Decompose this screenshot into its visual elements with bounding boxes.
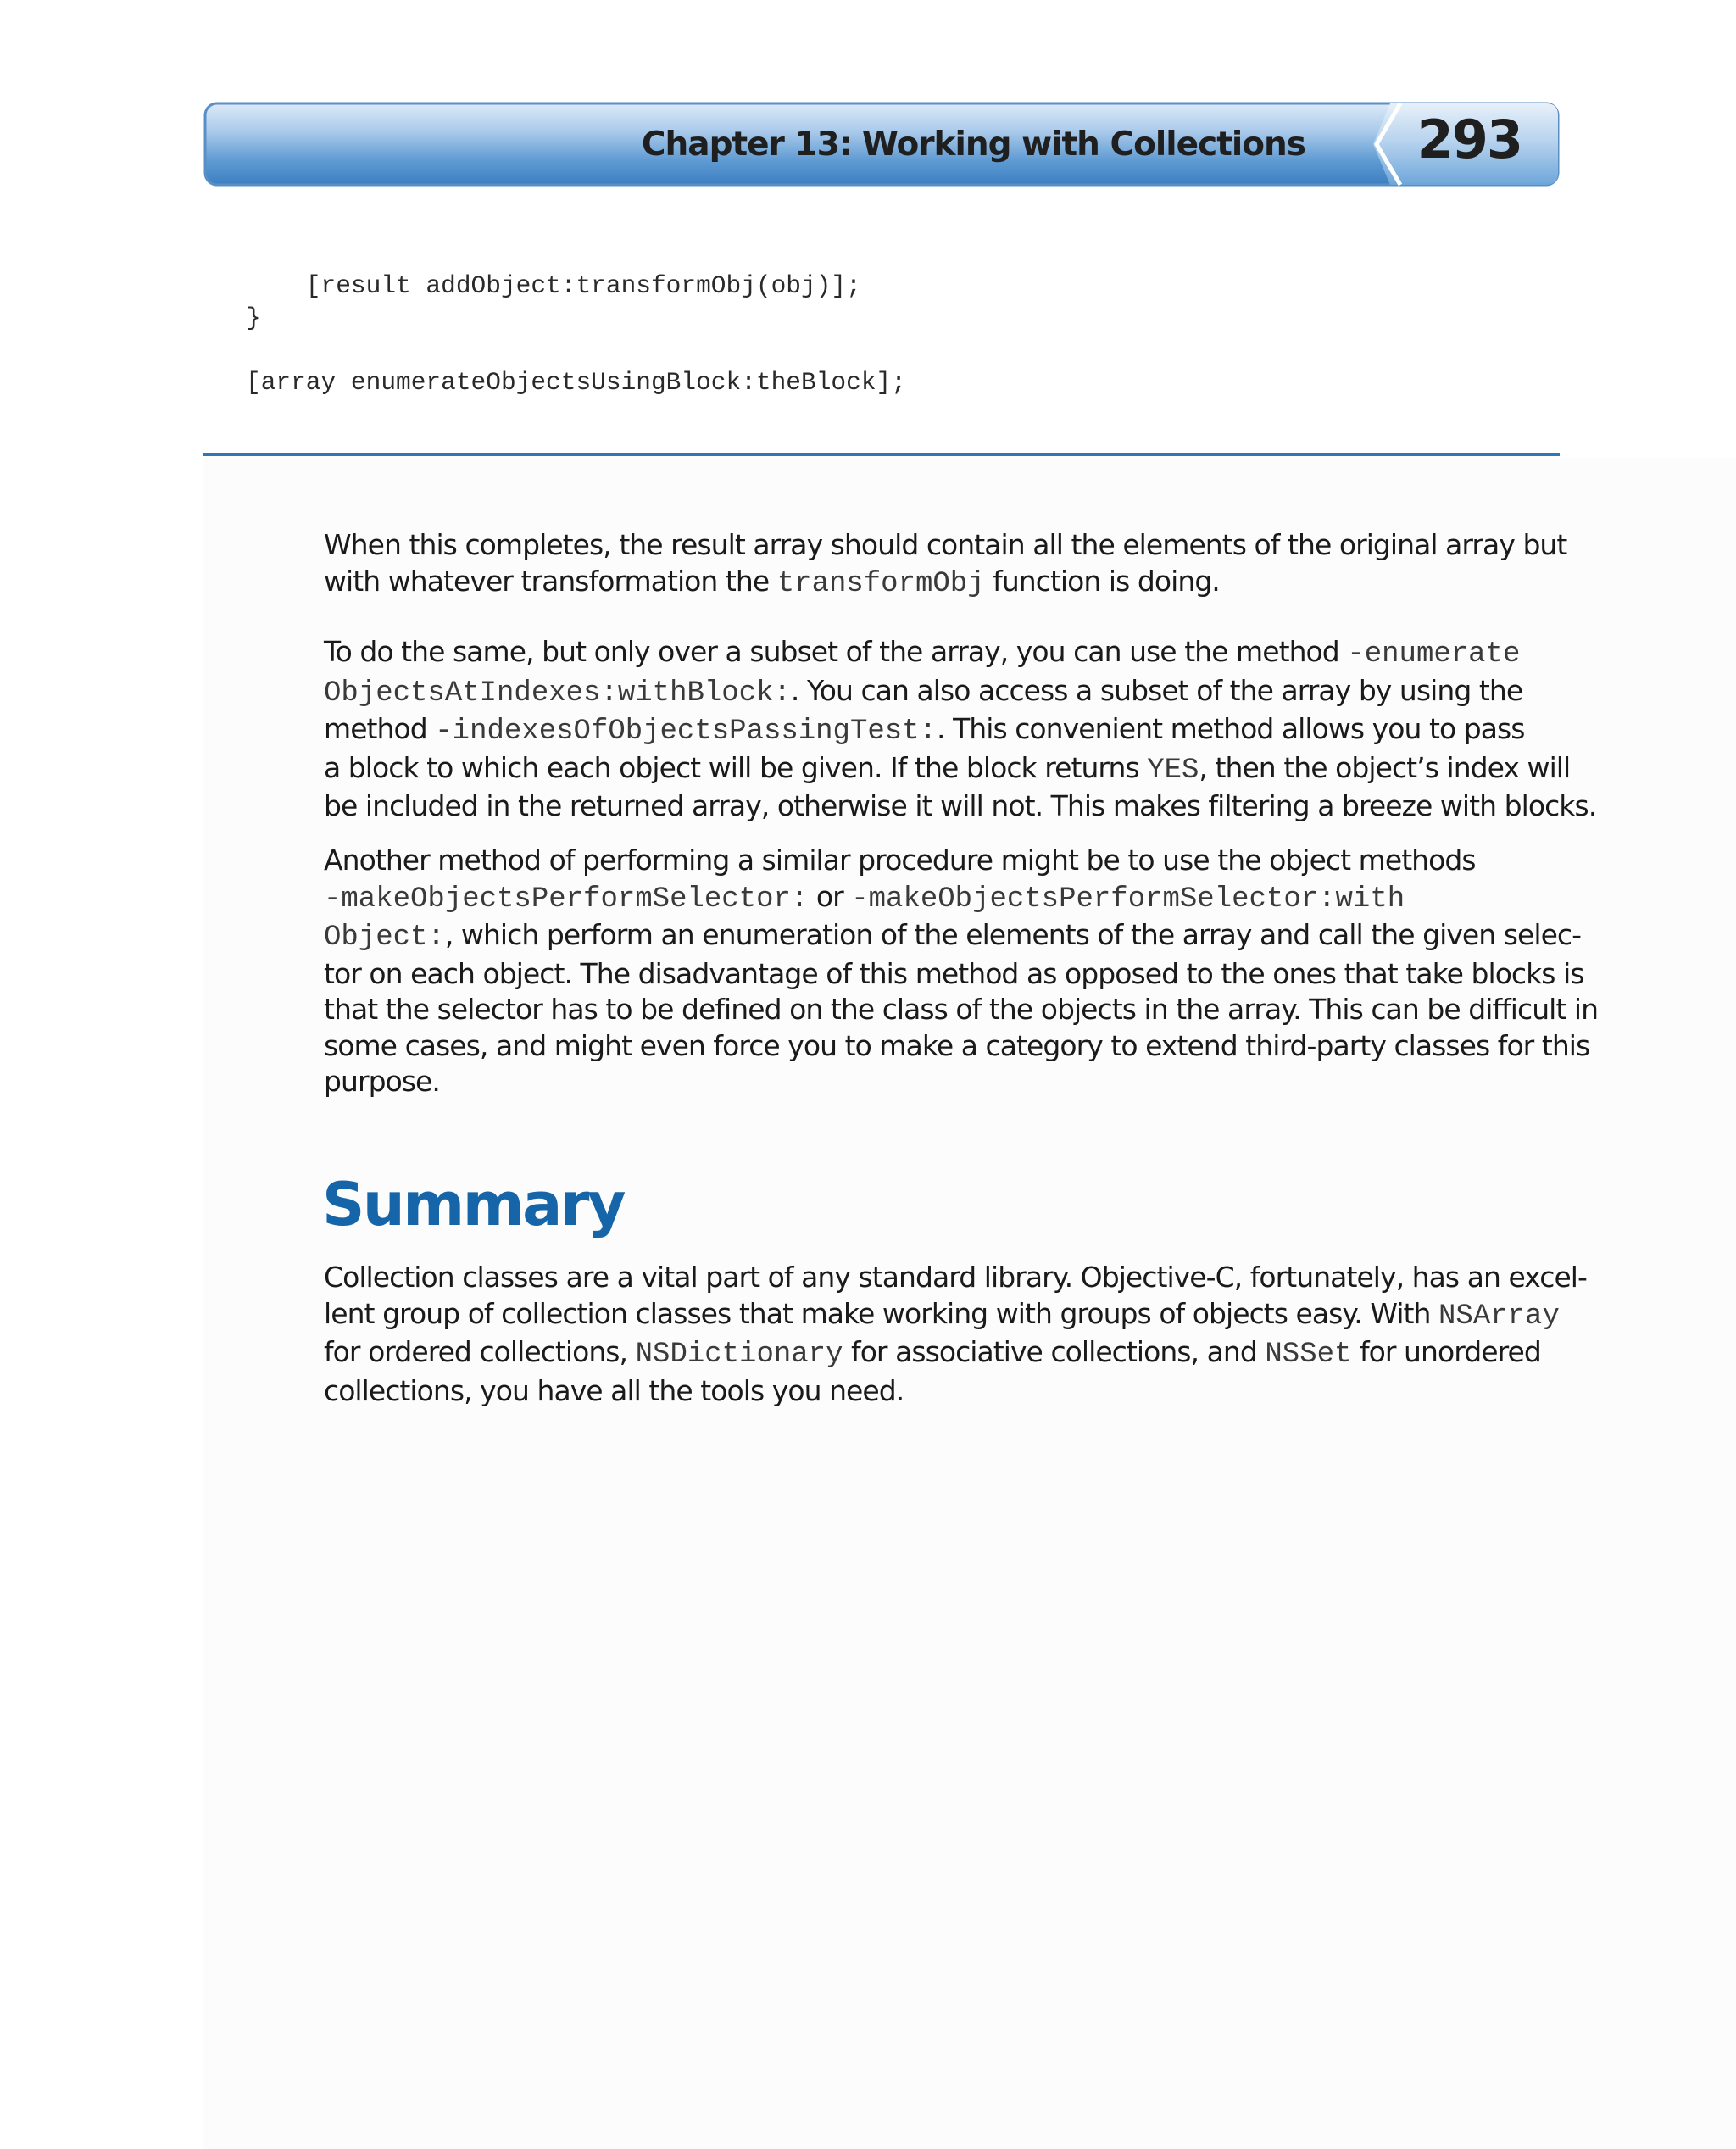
text-line bbox=[324, 1373, 1561, 1410]
text-line bbox=[324, 1296, 1561, 1335]
text-run: . You can also access a subset of the array by using the bbox=[790, 673, 1523, 707]
inline-code: YES bbox=[1147, 754, 1199, 787]
text-line bbox=[324, 992, 1599, 1028]
text-run: a block to which each object will be given. If the block returns bbox=[324, 750, 1148, 784]
text-run: collections, you have all the tools you need. bbox=[324, 1373, 904, 1407]
chapter-header-banner bbox=[203, 102, 1560, 187]
text-line bbox=[324, 788, 1597, 825]
text-run: . This convenient method allows you to pass bbox=[936, 712, 1525, 745]
text-line bbox=[324, 1064, 1561, 1100]
text-line bbox=[324, 917, 1582, 956]
text-run: some cases, and might even force you to make a category to extend third-party classes for this bbox=[324, 1028, 1590, 1062]
text-run: , which perform an enumeration of the elements of the array and call the given selec- bbox=[444, 918, 1582, 951]
text-run: function is doing. bbox=[984, 564, 1220, 598]
text-run: purpose. bbox=[324, 1065, 440, 1098]
code-line: [array enumerateObjectsUsingBlock:theBlock]; bbox=[246, 368, 906, 397]
text-line bbox=[324, 956, 1584, 993]
paragraph-perform-selector bbox=[324, 843, 1599, 1100]
text-run: method bbox=[324, 712, 436, 745]
text-line bbox=[324, 564, 1561, 603]
chapter-title: Chapter 13: Working with Collections bbox=[641, 125, 1305, 164]
paragraph-subset-methods bbox=[324, 634, 1597, 825]
text-line bbox=[324, 1260, 1587, 1296]
inline-code: -makeObjectsPerformSelector:with bbox=[851, 882, 1405, 916]
text-run: be included in the returned array, otherwise it will not. This makes filtering a breeze with blocks. bbox=[324, 789, 1597, 822]
text-run: that the selector has to be defined on the class of the objects in the array. This can be difficult in bbox=[324, 993, 1599, 1026]
text-line bbox=[324, 1028, 1590, 1065]
text-line bbox=[324, 527, 1567, 564]
text-run: Another method of performing a similar procedure might be to use the object methods bbox=[324, 843, 1476, 877]
text-run: or bbox=[808, 879, 852, 913]
inline-code: NSSet bbox=[1265, 1339, 1352, 1371]
inline-code: -makeObjectsPerformSelector: bbox=[324, 882, 809, 916]
code-listing bbox=[246, 270, 906, 398]
code-line: } bbox=[246, 303, 261, 332]
code-line: [result addObject:transformObj(obj)]; bbox=[246, 271, 861, 300]
inline-code: NSDictionary bbox=[635, 1339, 843, 1371]
text-line bbox=[324, 879, 1561, 918]
text-line bbox=[324, 1334, 1561, 1373]
text-run: When this completes, the result array should contain all the elements of the original array but bbox=[324, 528, 1567, 561]
text-run: lent group of collection classes that make working with groups of objects easy. With bbox=[324, 1296, 1439, 1330]
text-run: Collection classes are a vital part of any standard library. Objective-C, fortunately, has an excel- bbox=[324, 1261, 1587, 1294]
inline-code: ObjectsAtIndexes:withBlock: bbox=[324, 676, 791, 710]
text-run: with whatever transformation the bbox=[324, 564, 777, 598]
text-line bbox=[324, 711, 1561, 750]
paragraph-result-array bbox=[324, 527, 1567, 602]
text-run: tor on each object. The disadvantage of this method as opposed to the ones that take blocks is bbox=[324, 956, 1584, 990]
text-run: for ordered collections, bbox=[324, 1335, 636, 1368]
text-line bbox=[324, 750, 1571, 789]
text-run: To do the same, but only over a subset of the array, you can use the method bbox=[324, 635, 1348, 668]
text-run: for unordered bbox=[1351, 1335, 1541, 1368]
paragraph-summary bbox=[324, 1260, 1587, 1409]
text-run: for associative collections, and bbox=[843, 1335, 1266, 1368]
inline-code: NSArray bbox=[1438, 1300, 1560, 1333]
inline-code: Object: bbox=[324, 921, 445, 954]
inline-code: -indexesOfObjectsPassingTest: bbox=[435, 715, 937, 748]
text-line bbox=[324, 634, 1561, 673]
inline-code: transformObj bbox=[776, 567, 985, 600]
page-number: 293 bbox=[1416, 109, 1522, 170]
text-line bbox=[324, 673, 1561, 712]
inline-code: -enumerate bbox=[1347, 638, 1521, 671]
text-run: , then the object’s index will bbox=[1199, 750, 1571, 784]
code-block-divider bbox=[203, 453, 1560, 456]
section-heading-summary: Summary bbox=[322, 1170, 625, 1239]
text-line bbox=[324, 843, 1561, 879]
